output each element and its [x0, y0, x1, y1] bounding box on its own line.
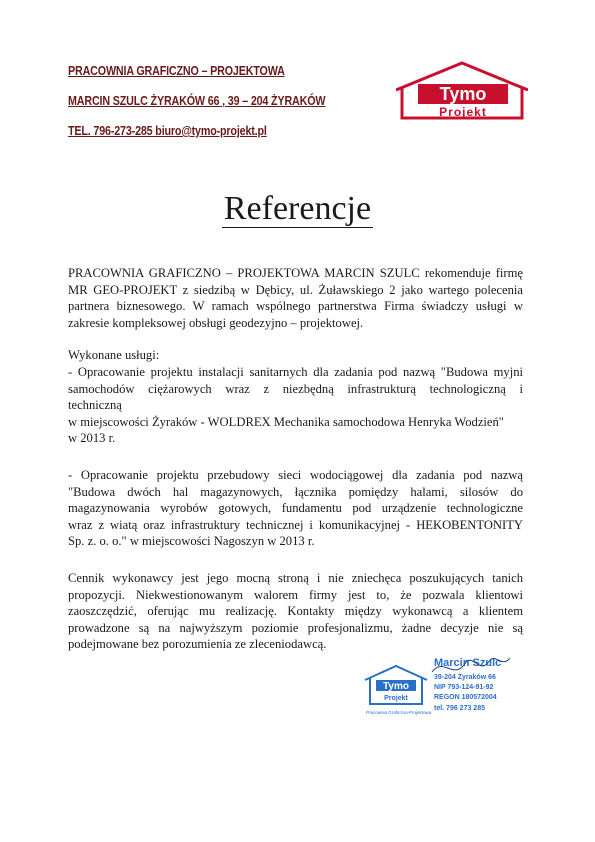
- company-name: PRACOWNIA GRAFICZNO – PROJEKTOWA: [68, 64, 285, 78]
- text-line: - Opracowanie projektu instalacji sanitarnych dla zadania pod nazwą "Budowa myjni: [68, 364, 523, 379]
- services-heading: Wykonane usługi:: [68, 348, 160, 363]
- text-line: - Opracowanie projektu przebudowy sieci wodociągowej dla zadania pod nazwą: [68, 467, 523, 482]
- text-line: Cennik wykonawcy jest jego mocną stroną i nie zniechęca poszukujących tanich: [68, 570, 523, 585]
- text-line: samochodów ciężarowych wraz z niezbędną infrastrukturą technologiczną i: [68, 381, 523, 396]
- text-line: techniczną: [68, 398, 122, 413]
- text-line: partnera biznesowego. W ramach wspólnego partnerstwa Firma świadczy usługi w: [68, 299, 523, 314]
- letter-body: [68, 265, 523, 669]
- text-line: MR GEO-PROJEKT z siedzibą w Dębicy, ul. Żuławskiego 2 jako wartego polecenia: [68, 282, 523, 297]
- services-section: [68, 347, 523, 447]
- document-title: Referencje: [223, 190, 372, 227]
- stamp-phone: tel. 796 273 285: [434, 705, 485, 712]
- logo-word-projekt: Projekt: [439, 105, 487, 119]
- company-address: MARCIN SZULC ŻYRAKÓW 66 , 39 – 204 ŻYRAKÓW: [68, 94, 326, 108]
- text-line: magazynowania wyrobów gotowych, fundamentu pod urządzenie technologiczne: [68, 501, 523, 516]
- text-line: "Budowa dwóch hal magazynowych, łącznika pomiędzy halami, silosów do: [68, 484, 523, 499]
- text-line: prowadzone są na najwyższym poziomie profesjonalizmu, żadne decyzje nie są: [68, 620, 523, 635]
- logo-word-tymo: Tymo: [439, 84, 487, 104]
- text-line: zakresie kompleksowej obsługi geodezyjno – projektowej.: [68, 315, 364, 330]
- stamp-name: Marcin Szulc: [434, 657, 502, 669]
- text-line: wraz z wiatą oraz infrastruktury technicznej i komunikacyjnej - HEKOBENTONITY: [68, 517, 523, 532]
- pricing-paragraph: [68, 570, 523, 653]
- stamp-nip: NIP 793-124-91-92: [434, 684, 494, 691]
- tymo-projekt-logo: [396, 60, 528, 122]
- recommendation-paragraph: [68, 265, 523, 331]
- text-line: zaoszczędzić, oferując mu realizację. Kontakty między wykonawcą a klientem: [68, 604, 523, 619]
- stamp-logo-tymo: Tymo: [383, 681, 409, 692]
- letterhead: [68, 64, 367, 154]
- services-item-2: [68, 467, 523, 550]
- text-line: podejmowane bez porozumienia ze zleceniodawcą.: [68, 637, 327, 652]
- stamp-regon: REGON 180572004: [434, 694, 497, 701]
- stamp-logo-projekt: Projekt: [384, 695, 408, 702]
- company-stamp: [362, 652, 522, 718]
- company-contact: TEL. 796-273-285 biuro@tymo-projekt.pl: [68, 124, 267, 138]
- stamp-address: 39-204 Żyraków 66: [434, 674, 496, 681]
- text-line: Sp. z. o. o." w miejscowości Nagoszyn w 2013 r.: [68, 534, 315, 549]
- text-line: w miejscowości Żyraków - WOLDREX Mechanika samochodowa Henryka Wodzień": [68, 414, 504, 429]
- text-line: propozycji. Niekwestionowanym walorem firmy jest to, że pozwala klientowi: [68, 587, 523, 602]
- stamp-caption: Pracownia Graficzno-Projektowa: [366, 710, 432, 715]
- text-line: PRACOWNIA GRAFICZNO – PROJEKTOWA MARCIN SZULC rekomenduje firmę: [68, 266, 523, 280]
- text-line: w 2013 r.: [68, 431, 116, 446]
